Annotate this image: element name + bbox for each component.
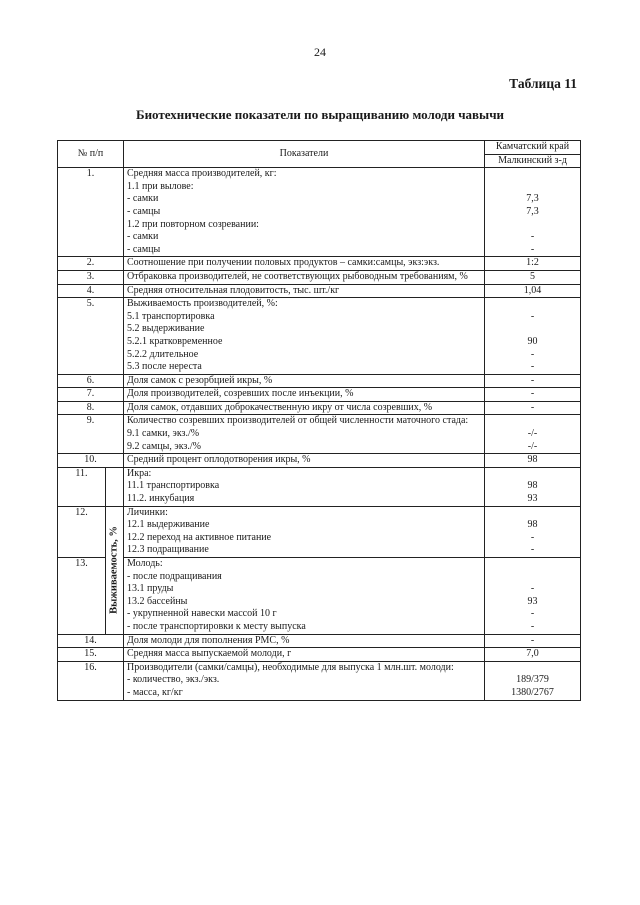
header-num: № п/п [58,141,124,168]
value-line: 7,0 [526,648,539,660]
value-line: - [530,620,535,632]
table-row [58,298,581,375]
indicator-line: 9.2 самцы, экз./% [127,440,201,452]
indicator-line: 11.1 транспортировка [127,480,220,492]
row-indicators [124,374,485,388]
table-row [58,270,581,284]
value-line: 7,3 [526,205,539,217]
indicator-line: Средняя масса выпускаемой молоди, г [127,648,292,660]
value-line [488,571,577,584]
value-line: - [530,374,535,386]
indicator-line: 5.2.2 длительное [127,348,199,360]
row-indicators [124,467,485,506]
value-line: 98 [527,454,538,466]
indicator-line: Средняя относительная плодовитость, тыс. шт./кг [127,284,340,296]
row-values [485,284,581,298]
indicator-line: Личинки: [127,506,168,518]
indicator-line: 1.2 при повторном созревании: [127,218,259,230]
indicator-line: 12.3 подращивание [127,544,209,556]
value-line: 90 [527,335,538,347]
value-line: - [530,243,535,255]
value-line: 98 [527,480,538,492]
indicator-line: Молодь: [127,558,163,569]
value-line [488,662,577,675]
indicator-line: Производители (самки/самцы), необходимые для выпуска 1 млн.шт. молоди: [127,661,454,673]
biotech-table [57,140,581,701]
table-row [58,401,581,415]
indicator-line: Доля самок, отдавших доброкачественную икру от числа созревших, % [127,401,433,413]
page-number: 24 [314,45,326,59]
table-row [58,454,581,468]
indicator-line: 13.2 бассейны [127,595,188,607]
indicator-line: - самки [127,193,159,205]
value-line: - [530,388,535,400]
row-indicators [124,284,485,298]
row-values [485,270,581,284]
indicator-line: 12.2 переход на активное питание [127,531,272,543]
row-indicators [124,506,485,557]
indicator-line: - укрупненной навески массой 10 г [127,608,277,620]
indicator-line: Средний процент оплодотворения икры, % [127,454,311,466]
indicator-line: - после подращивания [127,570,222,582]
row-values [485,661,581,700]
row-number: 7. [58,388,124,402]
value-line: -/- [527,440,538,452]
table-row [58,257,581,271]
value-line: 98 [527,519,538,531]
row-values [485,558,581,635]
value-line: - [530,608,535,620]
row-values [485,506,581,557]
value-line [488,507,577,520]
indicator-line: 11.2. инкубация [127,493,195,505]
row-indicators [124,634,485,648]
row-number: 16. [58,661,124,700]
indicator-line: - самки [127,231,159,243]
value-line: - [530,634,535,646]
value-line: 1380/2767 [511,686,554,698]
row-number: 13. [58,558,106,635]
row-indicators [124,257,485,271]
value-line [488,181,577,194]
value-line [488,298,577,311]
indicator-line: Доля производителей, созревших после инъекции, % [127,388,354,400]
value-line: 1,04 [523,284,542,296]
value-line: 189/379 [516,674,549,686]
table-row [58,634,581,648]
value-line: - [530,401,535,413]
row-values [485,467,581,506]
table-row [58,661,581,700]
indicator-line: - после транспортировки к месту выпуска [127,620,306,632]
table-row [58,388,581,402]
indicator-line: Доля молоди для пополнения РМС, % [127,634,290,646]
row-values [485,374,581,388]
table-row [58,284,581,298]
row-number: 10. [58,454,124,468]
value-line: 7,3 [526,193,539,205]
row-indicators [124,661,485,700]
row-number: 4. [58,284,124,298]
row-values [485,388,581,402]
indicator-line: - самцы [127,205,161,217]
row-values [485,634,581,648]
row-indicators [124,454,485,468]
row-values [485,257,581,271]
indicator-line: Количество созревших производителей от общей численности маточного стада: [127,415,469,427]
row-number: 6. [58,374,124,388]
indicator-line: 5.2.1 кратковременное [127,335,223,347]
table-row [58,374,581,388]
row-values [485,648,581,662]
indicator-line: Соотношение при получении половых продуктов – самки:самцы, экз:экз. [127,257,440,269]
indicator-line: - масса, кг/кг [127,686,183,698]
row-indicators [124,415,485,454]
value-line [488,558,577,571]
indicator-line: 12.1 выдерживание [127,519,210,531]
row-number: 3. [58,270,124,284]
header-region: Камчатский край [485,141,581,155]
indicator-line: - самцы [127,243,161,255]
indicator-line: Икра: [127,467,152,479]
indicator-line: Отбраковка производителей, не соответствующих рыбоводным требованиям, % [127,270,468,282]
row-number: 2. [58,257,124,271]
table-row [58,168,581,257]
table-row [58,558,581,635]
row-indicators [124,401,485,415]
indicator-line: Доля самок с резорбцией икры, % [127,374,273,386]
row-values [485,415,581,454]
header-indicators: Показатели [124,141,485,168]
indicator-line: 5.2 выдерживание [127,323,205,335]
value-line [488,219,577,232]
row-values [485,401,581,415]
indicator-line: Выживаемость производителей, %: [127,298,278,310]
value-line: 1:2 [526,257,539,269]
row-values [485,298,581,375]
value-line: - [530,361,535,373]
value-line [488,468,577,481]
table-row [58,415,581,454]
value-line: - [530,531,535,543]
value-line [488,323,577,336]
value-line: - [530,583,535,595]
value-line: 5 [530,270,535,282]
row-number: 9. [58,415,124,454]
table-row [58,506,581,557]
value-line: - [530,544,535,556]
indicator-line: 9.1 самки, экз./% [127,428,200,440]
row-number: 5. [58,298,124,375]
row-number: 14. [58,634,124,648]
row-values [485,454,581,468]
row-indicators [124,648,485,662]
row-indicators [124,558,485,635]
row-number: 11. [58,467,106,506]
indicator-line: - количество, экз./экз. [127,674,220,686]
indicator-line: 5.3 после нереста [127,361,202,373]
value-line: 93 [527,493,538,505]
header-row-1 [58,141,581,155]
table-row [58,467,581,506]
table-label: Таблица 11 [509,76,577,91]
row-number: 1. [58,168,124,257]
row-indicators [124,270,485,284]
indicator-line: 13.1 пруды [127,583,174,595]
row-values [485,168,581,257]
value-line: - [530,348,535,360]
value-line: 93 [527,595,538,607]
table-row [58,648,581,662]
value-line: - [530,310,535,322]
indicator-line: 1.1 при вылове: [127,180,194,192]
table-title: Биотехнические показатели по выращиванию молоди чавычи [135,107,505,122]
row-number: 12. [58,506,106,557]
row-indicators [124,168,485,257]
row-indicators [124,388,485,402]
survival-vertical-label: Выживаемость, % [106,506,124,634]
indicator-line: 5.1 транспортировка [127,310,215,322]
row-number: 15. [58,648,124,662]
spacer-cell [106,467,124,506]
row-number: 8. [58,401,124,415]
indicator-line: Средняя масса производителей, кг: [127,168,277,180]
value-line [488,415,577,428]
row-indicators [124,298,485,375]
value-line: - [530,231,535,243]
value-line [488,168,577,181]
value-line: -/- [527,428,538,440]
header-hatchery: Малкинский з-д [485,154,581,168]
